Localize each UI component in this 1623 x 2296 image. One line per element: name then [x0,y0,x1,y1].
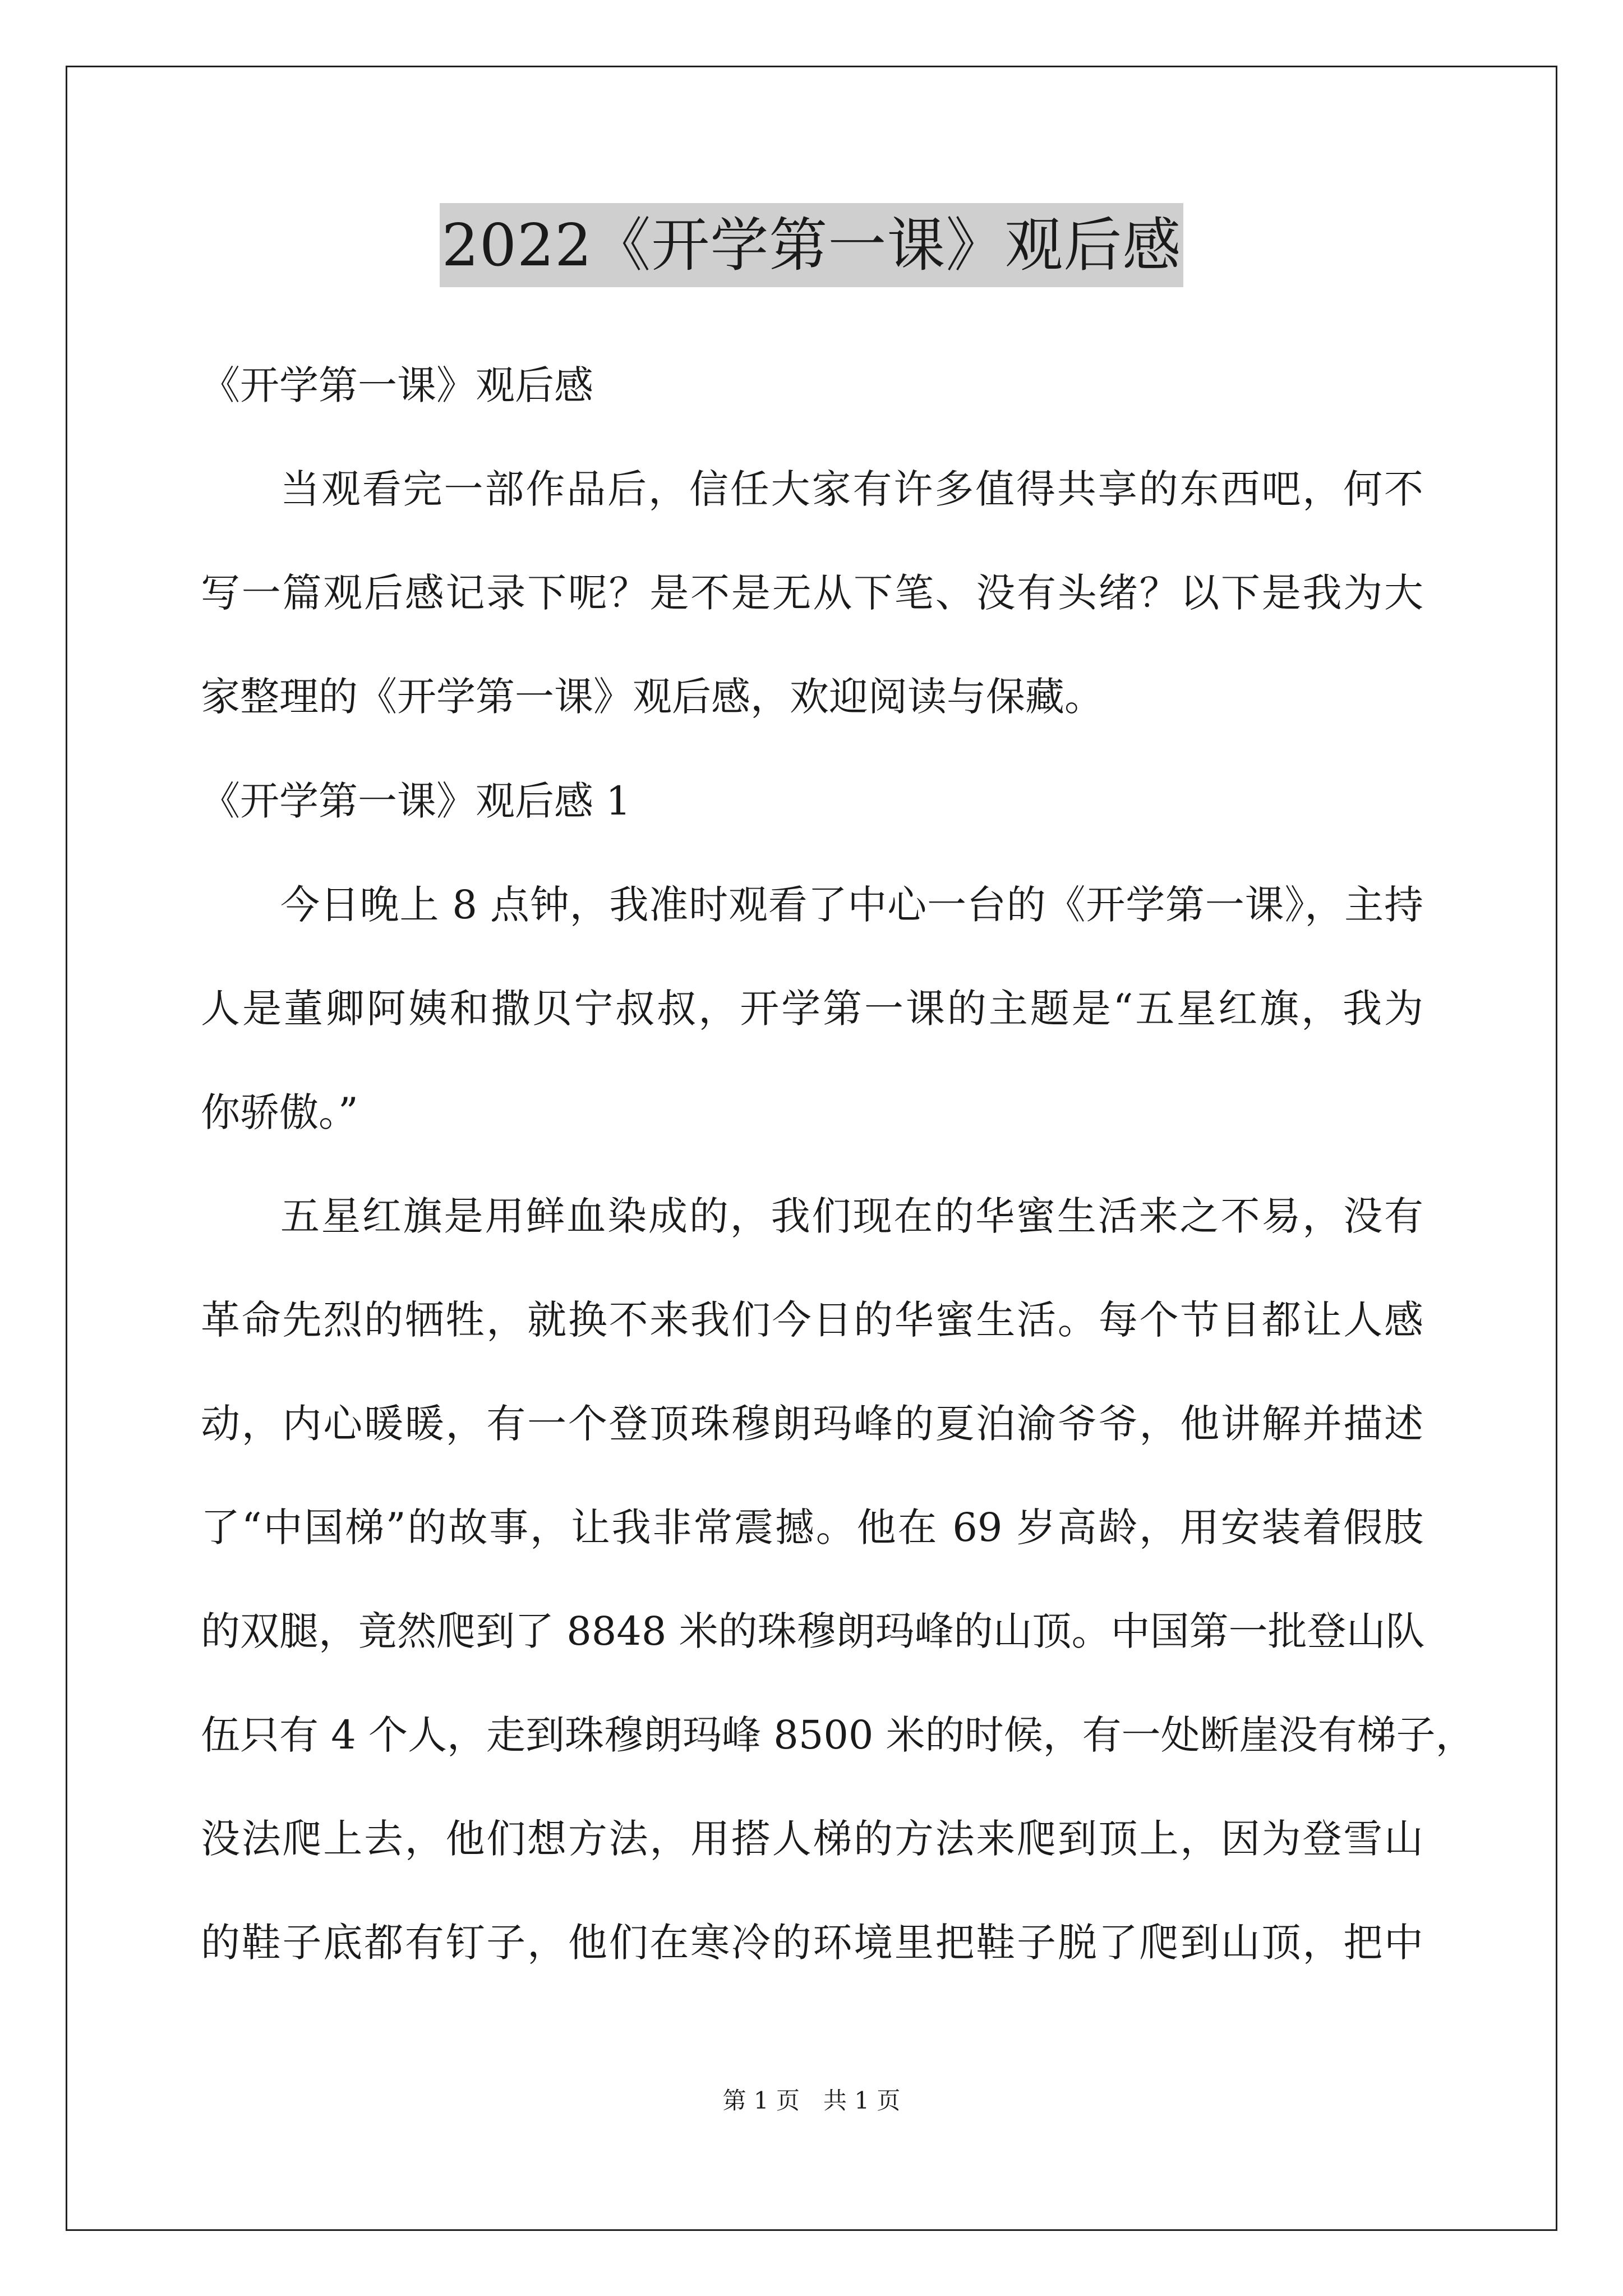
paragraph-line: 了“中国梯”的故事，让我非常震撼。他在 69 岁高龄，用安装着假肢 [201,1504,1423,1550]
paragraph-line: 的双腿，竟然爬到了 8848 米的珠穆朗玛峰的山顶。中国第一批登山队 [201,1608,1425,1654]
paragraph-line: 当观看完一部作品后，信任大家有许多值得共享的东西吧，何不 [280,466,1423,512]
paragraph-line: 写一篇观后感记录下呢？是不是无从下笔、没有头绪？以下是我为大 [201,570,1423,616]
paragraph-line: 的鞋子底都有钉子，他们在寒冷的环境里把鞋子脱了爬到山顶，把中 [201,1920,1423,1966]
paragraph-line: 你骄傲。” [201,1089,358,1135]
paragraph-line: 动，内心暖暖，有一个登顶珠穆朗玛峰的夏泊渝爷爷，他讲解并描述 [201,1401,1423,1447]
paragraph-line: 五星红旗是用鲜血染成的，我们现在的华蜜生活来之不易，没有 [280,1193,1423,1239]
section-heading: 《开学第一课》观后感 [201,362,593,408]
section-heading: 《开学第一课》观后感 1 [201,778,631,824]
paragraph-line: 人是董卿阿姨和撒贝宁叔叔，开学第一课的主题是“五星红旗，我为 [201,986,1423,1032]
paragraph-line: 伍只有 4 个人，走到珠穆朗玛峰 8500 米的时候，有一处断崖没有梯子， [201,1712,1475,1758]
title-container [0,203,1623,287]
document-title: 2022《开学第一课》观后感 [440,203,1184,287]
paragraph-line: 今日晚上 8 点钟，我准时观看了中心一台的《开学第一课》，主持 [280,882,1423,928]
page-footer: 第 1 页 共 1 页 [722,2087,901,2114]
paragraph-line: 革命先烈的牺牲，就换不来我们今日的华蜜生活。每个节目都让人感 [201,1297,1423,1343]
paragraph-line: 没法爬上去，他们想方法，用搭人梯的方法来爬到顶上，因为登雪山 [201,1816,1423,1862]
paragraph-line: 家整理的《开学第一课》观后感，欢迎阅读与保藏。 [201,674,1104,720]
